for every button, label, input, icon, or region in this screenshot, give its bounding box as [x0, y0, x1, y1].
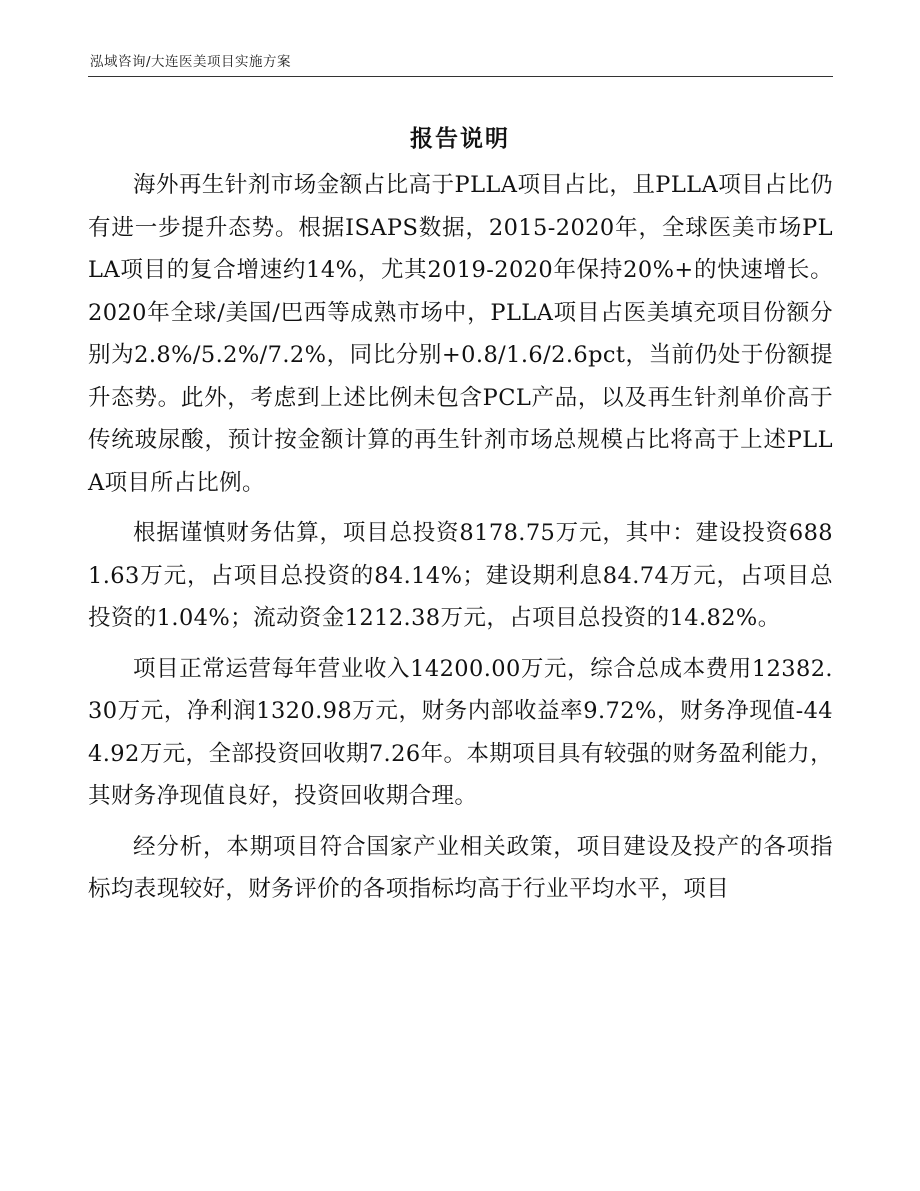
paragraph-market: 海外再生针剂市场金额占比高于PLLA项目占比，且PLLA项目占比仍有进一步提升态势。根据ISAPS数据，2015-2020年，全球医美市场PLLA项目的复合增速约14%，尤其2019-2020年保持20%+的快速增长。2020年全球/美国/巴西等成熟市场中，PLLA项目占医美填充项目份额分别为2.8%/5.2%/7.2%，同比分别+0.8/1.6/2.6pct，当前仍处于份额提升态势。此外，考虑到上述比例未包含PCL产品，以及再生针剂单价高于传统玻尿酸，预计按金额计算的再生针剂市场总规模占比将高于上述PLLA项目所占比例。	[88, 172, 833, 496]
section-title: 报告说明	[410, 125, 510, 152]
body-text	[88, 164, 833, 919]
paragraph-analysis: 经分析，本期项目符合国家产业相关政策，项目建设及投产的各项指标均表现较好，财务评价的各项指标均高于行业平均水平，项目	[88, 833, 833, 902]
paragraph-investment: 根据谨慎财务估算，项目总投资8178.75万元，其中：建设投资6881.63万元，占项目总投资的84.14%；建设期利息84.74万元，占项目总投资的1.04%；流动资金1212.38万元，占项目总投资的14.82%。	[88, 520, 833, 631]
paragraph-revenue: 项目正常运营每年营业收入14200.00万元，综合总成本费用12382.30万元，净利润1320.98万元，财务内部收益率9.72%，财务净现值-444.92万元，全部投资回收期7.26年。本期项目具有较强的财务盈利能力，其财务净现值良好，投资回收期合理。	[88, 655, 833, 809]
running-header: 泓域咨询/大连医美项目实施方案	[90, 54, 292, 70]
header-divider	[88, 76, 833, 77]
